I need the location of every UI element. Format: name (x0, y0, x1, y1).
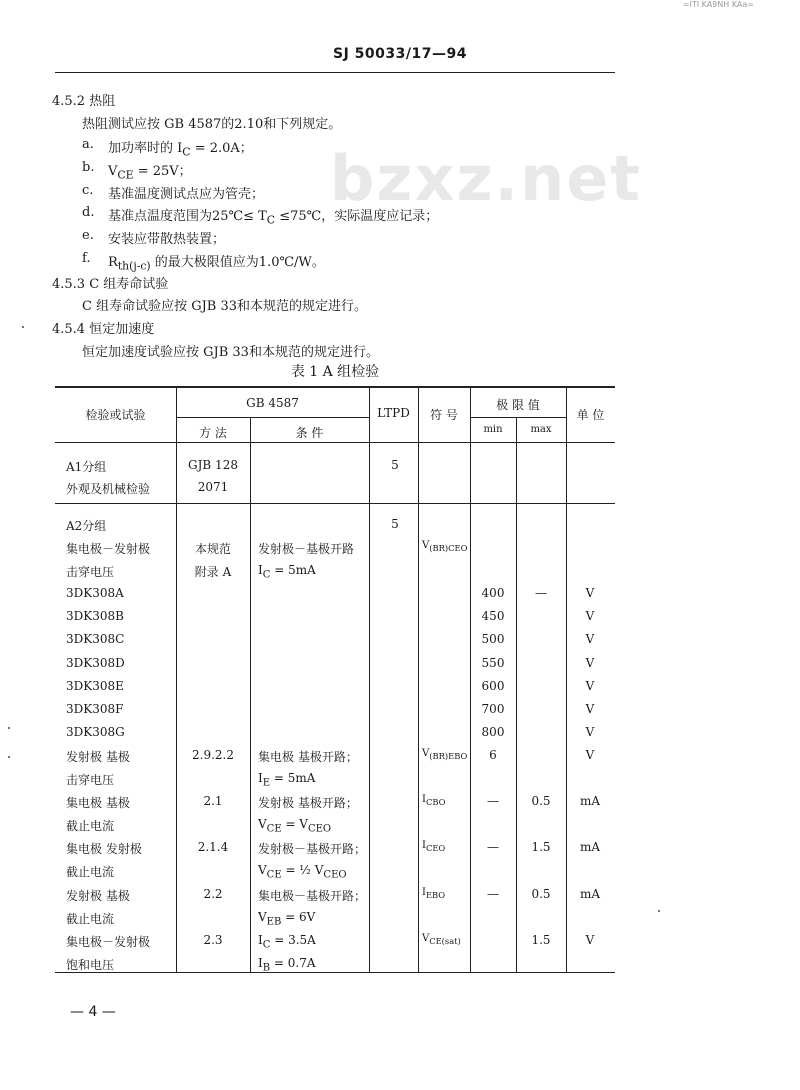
section-4-5-2-intro: 热阻测试应按 GB 4587的2.10和下列规定。 (82, 117, 342, 132)
table-cell-c1: 截止电流 (66, 911, 115, 926)
table-cell-c1: 集电极 基极 (66, 796, 130, 811)
header-symbol: 符 号 (430, 408, 458, 422)
item-text: 基准温度测试点应为管壳； (108, 186, 265, 202)
table-cell-c4: 5 (391, 458, 399, 472)
table-cell-c3: $I_E = 5mA$ (258, 771, 316, 789)
table-cell-c1: 3DK308C (66, 632, 125, 647)
header-standard: GB 4587 (246, 396, 299, 410)
table-cell-c2: 2.1.4 (197, 840, 229, 855)
table-cell-c8: V (585, 609, 595, 624)
header-conditions: 条 件 (295, 426, 324, 440)
table-cell-c1: 3DK308G (66, 724, 125, 739)
table-cell-c8: V (585, 701, 595, 716)
table-cell-c8: V (585, 678, 595, 693)
table-cell-c1: 3DK308E (66, 678, 124, 693)
table-cell-c3: $I_C = 3.5A$ (258, 932, 316, 951)
page-header: SJ 50033/17—94 (333, 46, 467, 62)
table-cell-c5: $I_{CEO}$ (422, 840, 446, 854)
table-cell-c1: 发射极 基极 (66, 888, 130, 903)
header-method: 方 法 (199, 426, 227, 440)
table-cell-c6: 550 (481, 655, 505, 670)
table-cell-c6: — (487, 794, 499, 809)
item-text: 加功率时的 $I_C = 2.0A$； (108, 141, 253, 159)
section-4-5-2-title: 4.5.2 热阻 (52, 94, 116, 109)
table-cell-c6: 6 (489, 747, 497, 762)
scan-speck (8, 727, 10, 729)
table-cell-c8: V (585, 655, 595, 670)
table-cell-c1: 3DK308F (66, 701, 124, 716)
table-cell-c2: 附录 A (194, 565, 232, 580)
scan-speck (658, 910, 660, 912)
table-cell-c1: 3DK308A (66, 586, 124, 601)
table-cell-c2: 本规范 (194, 542, 231, 556)
table-cell-c8: V (585, 932, 595, 947)
table-cell-c6: 500 (481, 632, 505, 647)
header-max: max (530, 424, 552, 435)
table-cell-c6: 400 (481, 586, 505, 601)
table-cell-c8: mA (579, 886, 601, 901)
table-cell-c5: $I_{EBO}$ (422, 886, 446, 900)
table-cell-c1: 击穿电压 (66, 773, 115, 787)
table-cell-c5: $V_{CE(sat)}$ (422, 932, 461, 946)
table-cell-c1: 发射极 基极 (66, 749, 130, 764)
table-cell-c1: 3DK308D (66, 655, 125, 670)
item-label: f. (82, 251, 91, 266)
header-inspection: 检验或试验 (85, 408, 146, 422)
item-label: e. (82, 228, 94, 244)
table-cell-c6: 600 (481, 678, 505, 693)
table-cell-c3: $I_C = 5mA$ (258, 563, 316, 581)
table-cell-c1: 饱和电压 (66, 957, 115, 972)
table-cell-c1: 3DK308B (66, 609, 124, 624)
table-cell-c1: 集电极 发射极 (66, 842, 142, 857)
table-cell-c2: 2.3 (203, 932, 223, 947)
table-cell-c7: 1.5 (531, 840, 551, 855)
scan-speck (8, 756, 10, 758)
table-cell-c5: $I_{CBO}$ (422, 794, 446, 808)
table-cell-c5: $V_{(BR)CEO}$ (422, 540, 468, 553)
header-limits: 极 限 值 (496, 398, 540, 412)
table-cell-c3: $V_{CE} = V_{CEO}$ (258, 817, 332, 835)
table-cell-c1: 截止电流 (66, 865, 115, 880)
table-cell-c4: 5 (391, 517, 399, 531)
scan-speck (22, 326, 24, 328)
header-ltpd: LTPD (377, 406, 410, 420)
table-cell-c6: 450 (481, 609, 505, 624)
table-cell-c1: 截止电流 (66, 819, 115, 834)
table-cell-c2: 2.9.2.2 (192, 747, 234, 762)
section-4-5-4-text: 恒定加速度试验应按 GJB 33和本规范的规定进行。 (82, 345, 379, 360)
table-cell-c2: 2.2 (203, 886, 223, 901)
table-cell-c6: — (487, 886, 499, 901)
table-cell-c1: 集电极－发射极 (66, 934, 151, 949)
table-cell-c1: 外观及机械检验 (66, 482, 151, 496)
section-4-5-3-text: C 组寿命试验应按 GJB 33和本规范的规定进行。 (82, 299, 368, 314)
table-cell-c8: V (585, 747, 595, 762)
table-cell-c8: V (585, 724, 595, 739)
table-cell-c8: V (585, 586, 595, 601)
header-rule (55, 72, 615, 73)
header-min: min (483, 424, 503, 435)
table-cell-c3: 发射极 基极开路； (258, 796, 358, 811)
table-cell-c3: $I_B = 0.7A$ (258, 955, 316, 974)
table-cell-c1: A2分组 (66, 519, 107, 533)
table-cell-c1: 击穿电压 (66, 565, 115, 580)
table-caption: 表 1 A 组检验 (290, 364, 380, 380)
item-label: c. (82, 182, 94, 198)
table-cell-c7: 0.5 (531, 886, 551, 901)
table-cell-c1: A1分组 (66, 460, 107, 474)
corner-mark: =ITI KA9NH KAa= (682, 0, 754, 9)
item-label: b. (82, 159, 95, 175)
table-cell-c7: 0.5 (531, 794, 551, 809)
table-cell-c8: V (585, 632, 595, 647)
table-cell-c1: 集电极－发射极 (66, 542, 151, 556)
watermark: bzxz.net (330, 142, 642, 215)
header-unit: 单 位 (576, 408, 605, 422)
table-cell-c3: 集电极－基极开路； (258, 888, 367, 903)
item-text: $R_{th(j-c)}$ 的最大极限值应为1.0℃/W。 (108, 255, 325, 273)
table-cell-c2: GJB 128 (188, 458, 238, 472)
section-4-5-4-title: 4.5.4 恒定加速度 (52, 322, 155, 337)
table-cell-c3: 集电极 基极开路； (258, 749, 358, 764)
table-cell-c3: $V_{CE}$ = ½ $V_{CEO}$ (258, 863, 347, 881)
item-text: $V_{CE} = 25V$； (108, 163, 192, 182)
table-cell-c2: 2.1 (203, 794, 223, 809)
item-text: 安装应带散热装置； (108, 232, 226, 248)
table-cell-c8: mA (579, 840, 601, 855)
table-cell-c6: 700 (481, 701, 505, 716)
table-cell-c2: 2071 (197, 480, 229, 494)
table-cell-c8: mA (579, 794, 601, 809)
table-cell-c6: — (487, 840, 499, 855)
table-cell-c7: 1.5 (531, 932, 551, 947)
item-label: d. (82, 205, 95, 221)
table-cell-c5: $V_{(BR)EBO}$ (422, 747, 468, 761)
table-cell-c3: 发射极－基极开路； (258, 842, 367, 857)
table-cell-c7: — (535, 586, 547, 601)
item-label: a. (82, 137, 94, 152)
section-4-5-3-title: 4.5.3 C 组寿命试验 (52, 277, 169, 292)
table-cell-c3: $V_{EB} = 6V$ (258, 909, 316, 927)
page-number: — 4 — (70, 1004, 116, 1020)
table-cell-c6: 800 (481, 724, 505, 739)
table-cell-c3: 发射极－基极开路 (258, 542, 355, 556)
item-text: 基准点温度范围为25℃≤ $T_C$ ≤75℃，实际温度应记录； (108, 209, 439, 227)
